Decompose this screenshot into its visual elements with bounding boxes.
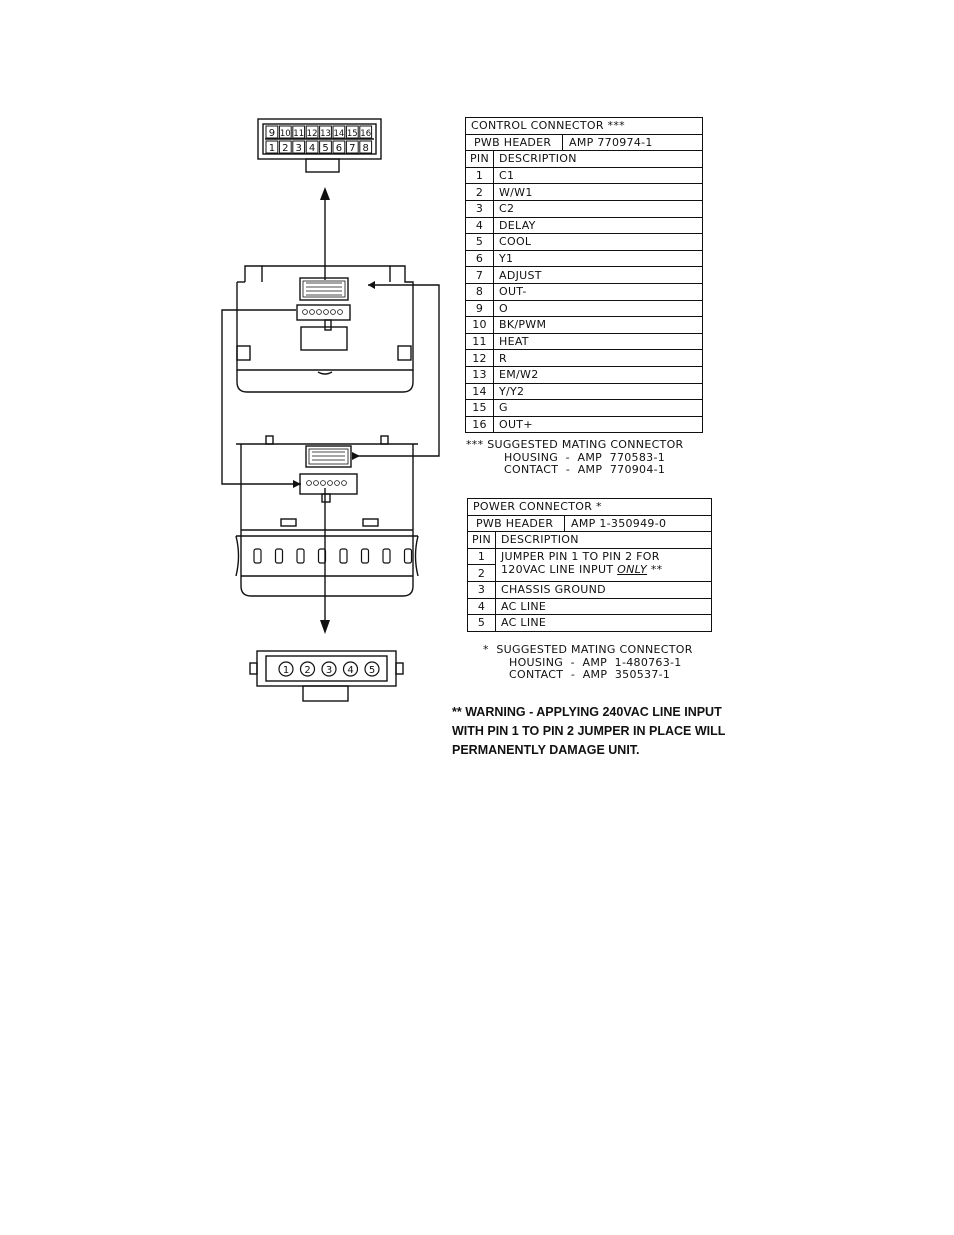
ctrl-plug-top-pin-label: 14 [333, 129, 345, 139]
warning-line2: WITH PIN 1 TO PIN 2 JUMPER IN PLACE WILL [452, 724, 726, 738]
control-pin-number: 8 [466, 283, 494, 300]
power-row-jumper-desc [496, 548, 712, 581]
power-jumper-only: ONLY [617, 562, 648, 576]
power-plug-pin-label: 3 [325, 665, 333, 676]
control-pin-description: Y/Y2 [494, 383, 703, 400]
vent-slot [297, 549, 304, 563]
power-pin-description: AC LINE [496, 598, 712, 615]
power-plug-pin-label: 2 [304, 665, 311, 676]
power-row-pin-1: 1 [468, 548, 496, 565]
power-header-label: PWB HEADER [468, 516, 565, 531]
control-pin-description: O [494, 300, 703, 317]
control-pin-number: 12 [466, 350, 494, 367]
control-header-part: AMP 770974-1 [569, 135, 653, 149]
control-pin-description: COOL [494, 234, 703, 251]
control-pin-number: 5 [466, 234, 494, 251]
control-pin-number: 9 [466, 300, 494, 317]
vent-slot [405, 549, 412, 563]
ctrl-plug-bottom-pin-label: 6 [335, 143, 343, 154]
ctrl-plug-top-pin-label: 9 [268, 128, 276, 139]
vent-slot [362, 549, 369, 563]
ctrl-plug-top-pin-label: 13 [320, 129, 331, 139]
ctrl-plug-bottom-pin-label: 5 [322, 143, 329, 154]
control-pin-description: HEAT [494, 333, 703, 350]
power-jumper-line-a: JUMPER PIN 1 TO PIN 2 FOR [501, 549, 660, 563]
control-pin-number: 4 [466, 217, 494, 234]
power-plug-pin-label: 1 [282, 665, 290, 676]
control-note-line1: *** SUGGESTED MATING CONNECTOR [466, 438, 684, 451]
control-pin-row [466, 200, 703, 217]
power-jumper-mark: ** [650, 562, 663, 576]
power-col-pin: PIN [468, 532, 496, 549]
control-pin-row [466, 217, 703, 234]
control-pin-description: G [494, 400, 703, 417]
control-pin-description: W/W1 [494, 184, 703, 201]
power-pin-description: CHASSIS GROUND [496, 581, 712, 598]
control-pin-row [466, 400, 703, 417]
control-pin-row [466, 167, 703, 184]
control-pin-number: 1 [466, 167, 494, 184]
power-note-line3: CONTACT - AMP 350537-1 [509, 668, 671, 681]
ctrl-plug-bottom-pin-label: 1 [268, 143, 276, 154]
control-connector-title: CONTROL CONNECTOR *** [466, 118, 703, 135]
ctrl-plug-bottom-pin-label: 3 [295, 143, 302, 154]
control-pin-description: ADJUST [494, 267, 703, 284]
power-pin-description: AC LINE [496, 615, 712, 632]
control-pin-row [466, 416, 703, 433]
control-pin-row [466, 317, 703, 334]
power-pin-number: 4 [468, 598, 496, 615]
control-pin-row [466, 283, 703, 300]
ctrl-plug-top-pin-label: 15 [346, 129, 358, 139]
power-connector-table [467, 498, 712, 632]
warning-line3: PERMANENTLY DAMAGE UNIT. [452, 743, 640, 757]
control-pin-row [466, 267, 703, 284]
control-pin-number: 6 [466, 250, 494, 267]
control-pin-row [466, 383, 703, 400]
ctrl-plug-bottom-pin-label: 2 [282, 143, 289, 154]
ctrl-plug-bottom-pin-label: 4 [308, 143, 316, 154]
vent-slot [254, 549, 261, 563]
vent-slot [340, 549, 347, 563]
ctrl-plug-top-pin-label: 16 [360, 129, 372, 139]
vent-slot [383, 549, 390, 563]
power-pin-row [468, 615, 712, 632]
power-plug-pin-label: 4 [347, 665, 354, 676]
power-pin-number: 5 [468, 615, 496, 632]
warning-line1: ** WARNING - APPLYING 240VAC LINE INPUT [452, 705, 722, 719]
control-pin-row [466, 333, 703, 350]
power-header-part: AMP 1-350949-0 [571, 516, 667, 530]
control-note-line2: HOUSING - AMP 770583-1 [504, 450, 666, 464]
control-pin-row [466, 250, 703, 267]
control-pin-description: DELAY [494, 217, 703, 234]
power-note-line1: * SUGGESTED MATING CONNECTOR [483, 643, 693, 656]
power-plug-pin-label: 5 [368, 665, 376, 676]
power-mating-note [483, 644, 693, 682]
control-pin-number: 14 [466, 383, 494, 400]
power-pin-row [468, 598, 712, 615]
ctrl-plug-top-pin-label: 11 [293, 129, 305, 139]
control-pin-description: C2 [494, 200, 703, 217]
control-pin-description: Y1 [494, 250, 703, 267]
control-pin-row [466, 366, 703, 383]
vent-slot [276, 549, 283, 563]
ctrl-plug-top-pin-label: 10 [279, 129, 291, 139]
control-pin-description: BK/PWM [494, 317, 703, 334]
control-pin-number: 7 [466, 267, 494, 284]
control-pin-description: OUT- [494, 283, 703, 300]
control-pin-number: 13 [466, 366, 494, 383]
control-note-line3: CONTACT - AMP 770904-1 [504, 463, 666, 476]
ctrl-plug-bottom-pin-label: 7 [349, 143, 356, 154]
control-pin-row [466, 184, 703, 201]
control-pin-description: OUT+ [494, 416, 703, 433]
power-note-line2: HOUSING - AMP 1-480763-1 [509, 655, 682, 669]
control-pin-number: 2 [466, 184, 494, 201]
power-plug [250, 651, 403, 701]
ctrl-plug-top-pin-label: 12 [306, 129, 318, 139]
control-pin-number: 10 [466, 317, 494, 334]
control-pin-number: 16 [466, 416, 494, 433]
warning-note [452, 703, 762, 760]
ctrl-plug-bottom-pin-label: 8 [362, 143, 369, 154]
control-pin-number: 3 [466, 200, 494, 217]
control-header-label: PWB HEADER [466, 135, 563, 150]
power-pin-row [468, 581, 712, 598]
control-pin-number: 15 [466, 400, 494, 417]
control-col-pin: PIN [466, 151, 494, 168]
control-mating-note [466, 439, 683, 477]
control-pin-description: EM/W2 [494, 366, 703, 383]
power-row-pin-2: 2 [468, 565, 496, 582]
control-pin-row [466, 234, 703, 251]
power-connector-title: POWER CONNECTOR * [468, 499, 712, 516]
control-col-desc: DESCRIPTION [494, 151, 703, 168]
control-pin-description: C1 [494, 167, 703, 184]
power-col-desc: DESCRIPTION [496, 532, 712, 549]
control-plug [258, 119, 381, 172]
power-pin-number: 3 [468, 581, 496, 598]
control-pin-number: 11 [466, 333, 494, 350]
connection-lines [222, 285, 439, 484]
control-pin-row [466, 300, 703, 317]
control-connector-table [465, 117, 703, 433]
control-pin-row [466, 350, 703, 367]
power-jumper-line-b: 120VAC LINE INPUT [501, 562, 614, 576]
control-pin-description: R [494, 350, 703, 367]
